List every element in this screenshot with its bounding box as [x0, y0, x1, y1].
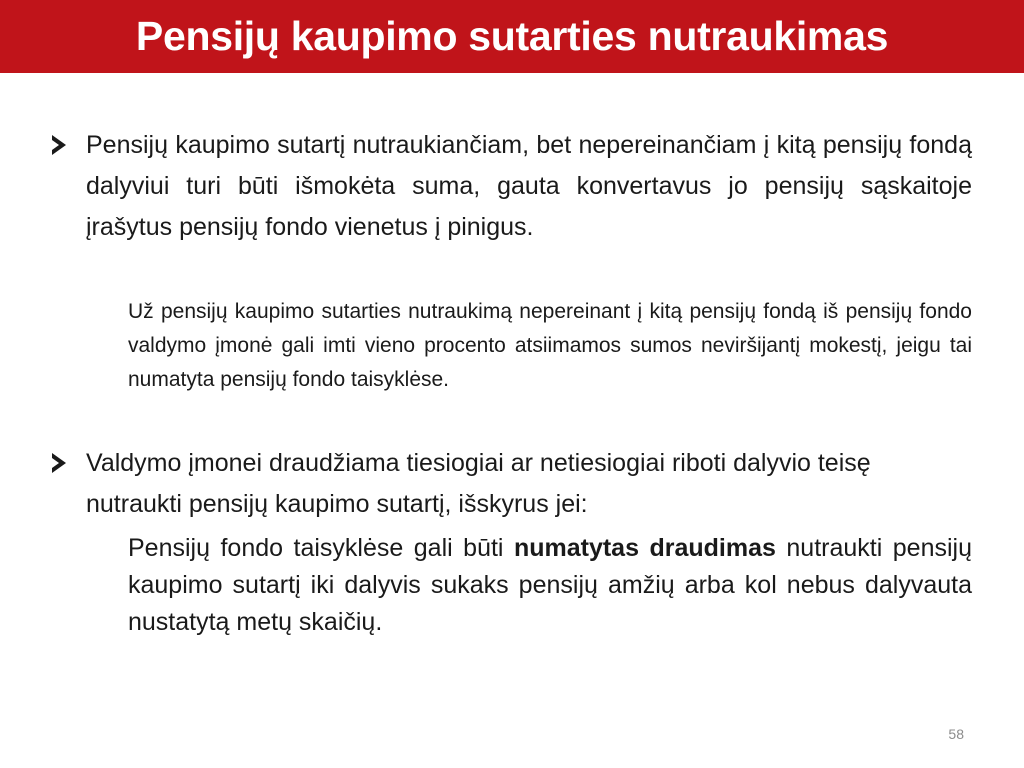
bullet-2-subtext-emphasis: numatytas draudimas — [513, 534, 776, 562]
arrow-bullet-icon — [52, 135, 66, 155]
slide-title: Pensijų kaupimo sutarties nutraukimas — [135, 13, 889, 59]
bullet-2-subtext-start: Pensijų fondo taisyklėse gali būti — [128, 534, 504, 562]
bullet-1-text: Pensijų kaupimo sutartį nutraukiančiam, bet nepereinančiam į kitą pensijų fondą dalyviui turi būti išmokėta suma, gauta konvertavus jo pensijų sąskaitoje įrašytus pensijų fondo vienetus į pinigus. — [86, 131, 972, 241]
bullet-1-subtext: Už pensijų kaupimo sutarties nutraukimą nepereinant į kitą pensijų fondą iš pensijų fondo valdymo įmonė gali imti vieno procento atsiimamos sumos neviršijantį mokestį, jeigu tai numatyta pensijų fondo taisyklėse. — [128, 300, 972, 391]
page-number: 58 — [948, 726, 964, 742]
bullet-2-subtext-end: nutraukti pensijų kaupimo sutartį iki dalyvis sukaks pensijų amžių arba kol nebus dalyvauta nustatytą metų skaičių. — [128, 534, 972, 636]
arrow-bullet-icon — [52, 453, 66, 473]
bullet-2-text: Valdymo įmonei draudžiama tiesiogiai ar netiesiogiai riboti dalyvio teisę nutraukti pensijų kaupimo sutartį, išskyrus jei: — [86, 449, 871, 518]
bullet-2-subtext — [128, 530, 972, 641]
